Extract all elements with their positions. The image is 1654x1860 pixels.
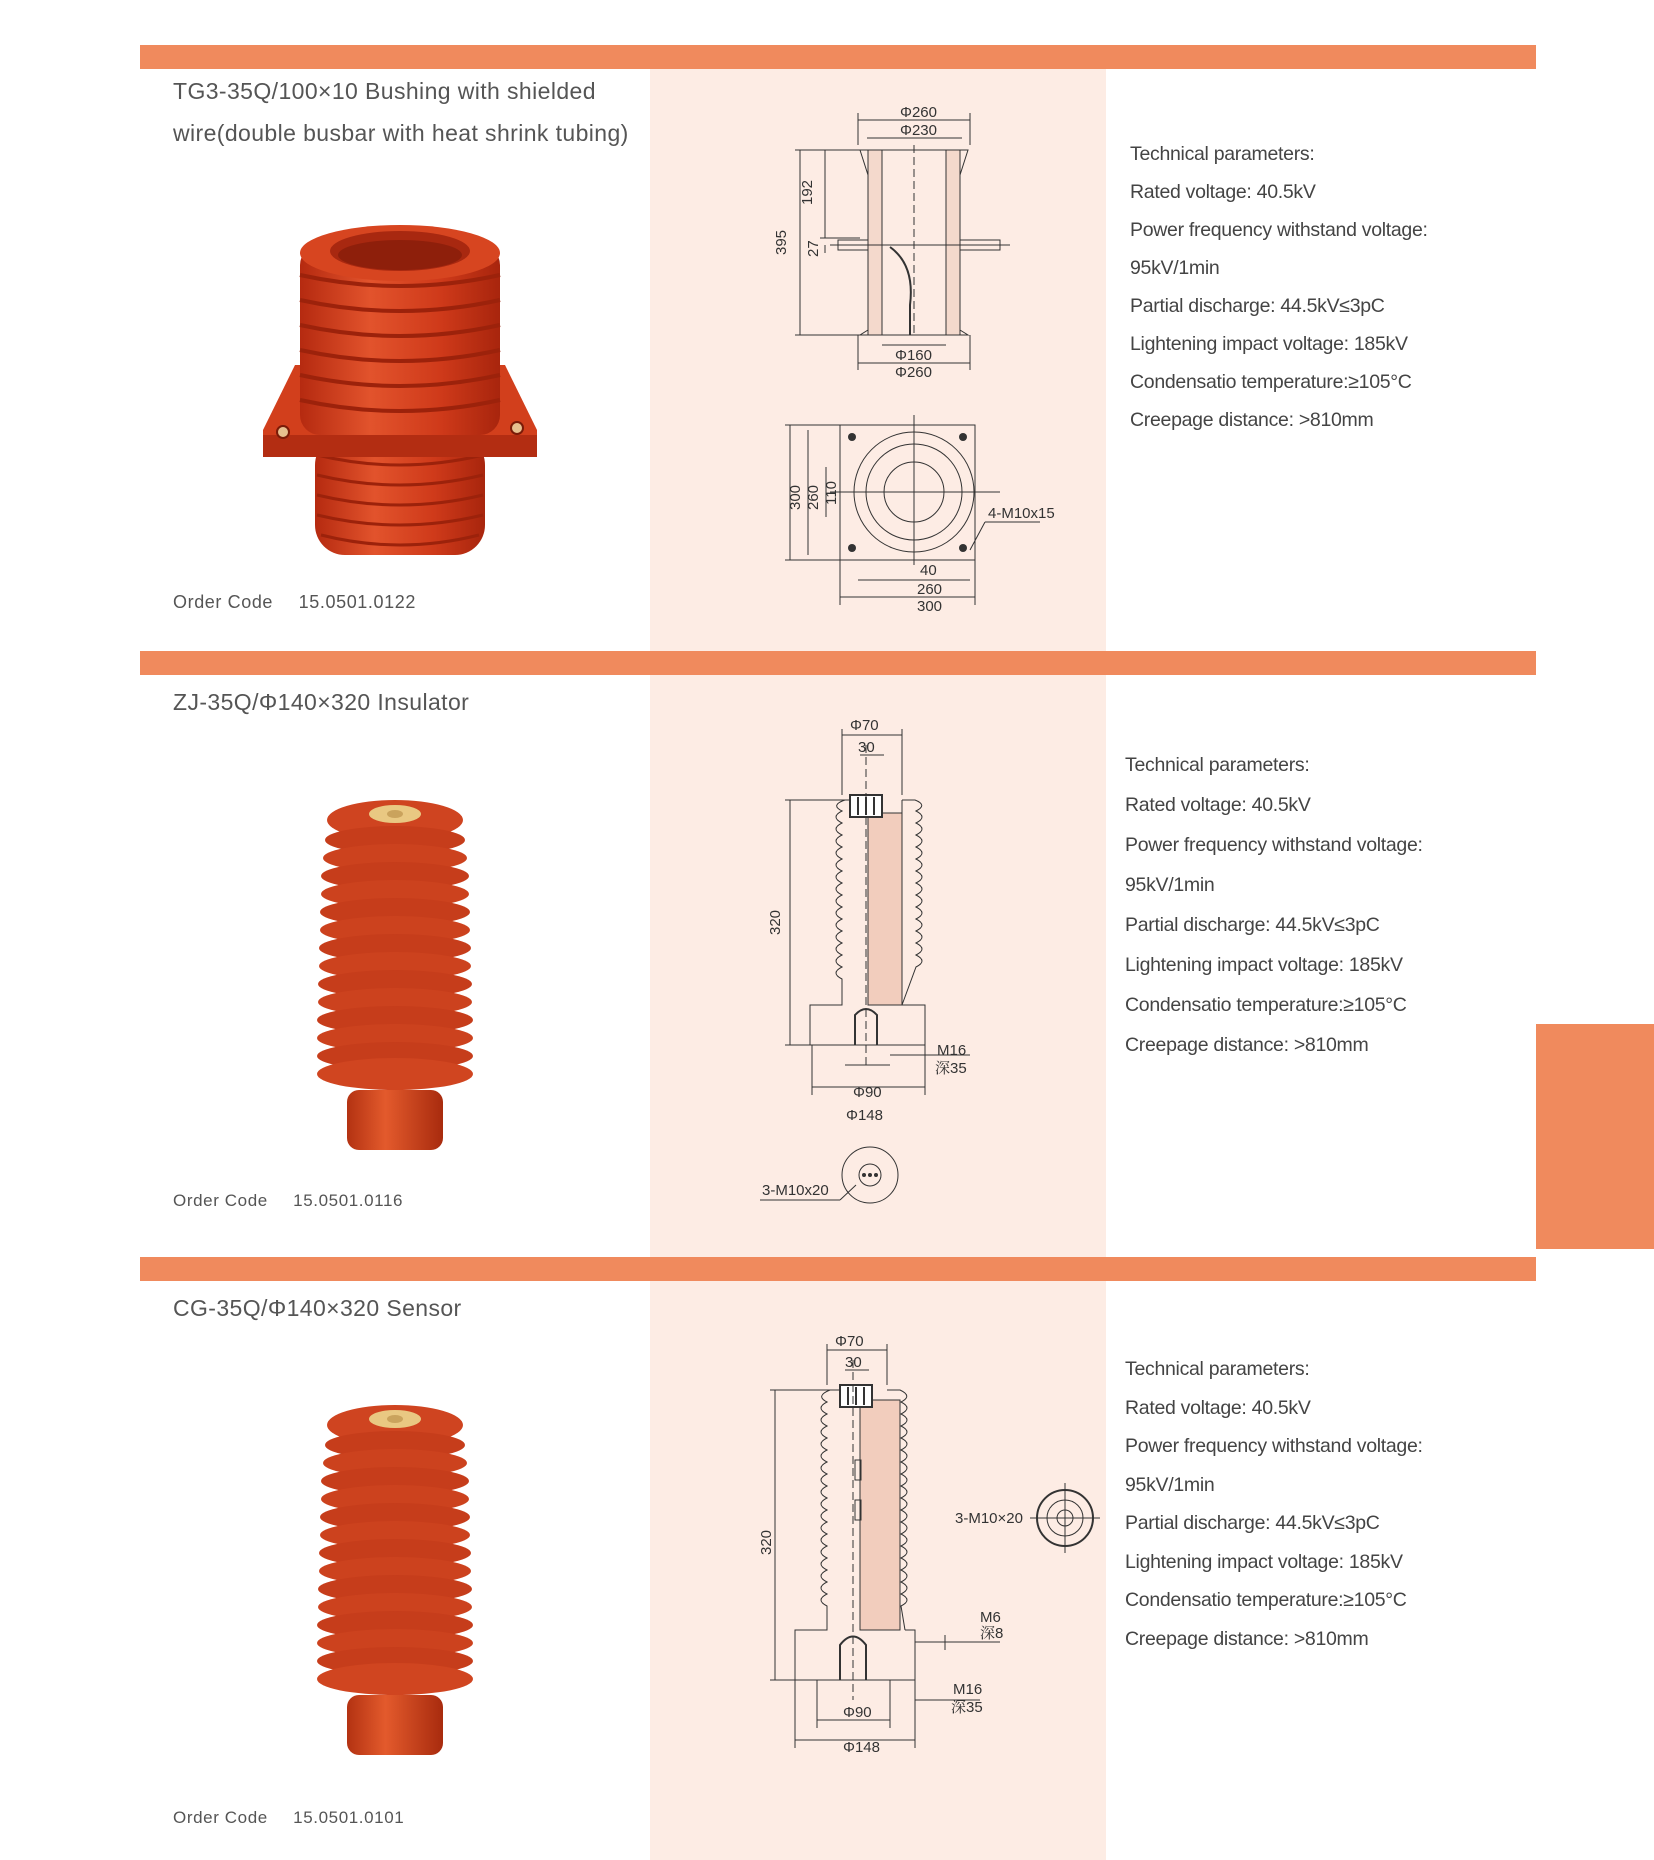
order-label: Order Code xyxy=(173,1808,268,1827)
dim-depth8: 深8 xyxy=(980,1625,1004,1642)
param-power-frequency-value: 95kV/1min xyxy=(1125,874,1215,896)
dim-260-v: 260 xyxy=(805,484,822,510)
dim-depth35: 深35 xyxy=(951,1699,983,1716)
param-power-frequency: Power frequency withstand voltage: xyxy=(1125,1435,1423,1457)
sensor-base xyxy=(347,1695,443,1755)
dim-27: 27 xyxy=(805,240,822,257)
param-rated-voltage: Rated voltage: 40.5kV xyxy=(1125,1396,1311,1419)
sensor-sheds xyxy=(317,1405,473,1695)
param-heading: Technical parameters: xyxy=(1130,143,1315,165)
order-label: Order Code xyxy=(173,1191,268,1210)
product-1-title: TG3-35Q/100×10 Bushing with shielded wire(double busbar with heat shrink tubing) xyxy=(173,78,629,146)
side-tab xyxy=(1536,1024,1654,1249)
param-condensatio-temp: Condensatio temperature:≥105°C xyxy=(1125,1589,1407,1611)
param-lightening-impact: Lightening impact voltage: 185kV xyxy=(1125,954,1403,976)
dim-depth35: 深35 xyxy=(935,1060,967,1077)
param-partial-discharge: Partial discharge: 44.5kV≤3pC xyxy=(1125,914,1380,936)
product-3-photo xyxy=(315,1405,475,1760)
param-condensatio-temp: Condensatio temperature:≥105°C xyxy=(1130,371,1412,393)
param-rated-voltage: Rated voltage: 40.5kV xyxy=(1125,794,1311,816)
param-power-frequency: Power frequency withstand voltage: xyxy=(1130,219,1428,241)
param-heading: Technical parameters: xyxy=(1125,1358,1310,1380)
product-2-params xyxy=(1125,745,1423,1065)
product-1-drawing xyxy=(770,104,1055,635)
dim-320: 320 xyxy=(758,1529,775,1555)
order-code: 15.0501.0122 xyxy=(298,592,416,612)
product-2-order-row xyxy=(173,1191,403,1211)
section-divider-1 xyxy=(140,45,1536,69)
order-code: 15.0501.0116 xyxy=(293,1191,404,1210)
section-divider-2 xyxy=(140,651,1536,675)
product-3-drawing xyxy=(755,1333,1105,1760)
dim-30: 30 xyxy=(845,1354,862,1371)
dim-395: 395 xyxy=(773,229,790,255)
dim-phi90: Φ90 xyxy=(843,1704,872,1721)
order-label: Order Code xyxy=(173,592,274,612)
dim-40: 40 xyxy=(920,562,937,579)
product-2-drawing xyxy=(750,715,1000,1215)
param-creepage: Creepage distance: >810mm xyxy=(1130,409,1374,431)
insulator-sheds xyxy=(317,800,473,1090)
param-lightening-impact: Lightening impact voltage: 185kV xyxy=(1130,333,1408,355)
dim-192: 192 xyxy=(799,179,816,205)
dim-phi230: Φ230 xyxy=(900,122,937,139)
product-3-order-row xyxy=(173,1808,404,1828)
product-1-photo xyxy=(255,225,555,570)
dim-260-h: 260 xyxy=(917,581,943,598)
param-heading: Technical parameters: xyxy=(1125,754,1310,776)
product-3-params xyxy=(1125,1350,1423,1658)
dim-3-m10x20: 3-M10×20 xyxy=(955,1510,1023,1527)
dim-110: 110 xyxy=(823,481,840,505)
product-2-title: ZJ-35Q/Φ140×320 Insulator xyxy=(173,689,470,715)
param-power-frequency: Power frequency withstand voltage: xyxy=(1125,834,1423,856)
product-3-title: CG-35Q/Φ140×320 Sensor xyxy=(173,1295,462,1321)
param-partial-discharge: Partial discharge: 44.5kV≤3pC xyxy=(1130,295,1385,317)
dim-m6: M6 xyxy=(980,1609,1001,1626)
dim-320: 320 xyxy=(767,909,784,935)
param-condensatio-temp: Condensatio temperature:≥105°C xyxy=(1125,994,1407,1016)
dim-4-m10x15: 4-M10x15 xyxy=(988,505,1055,522)
dim-phi70: Φ70 xyxy=(835,1333,864,1350)
insulator-base xyxy=(347,1090,443,1150)
product-1-order-row xyxy=(173,592,416,613)
param-lightening-impact: Lightening impact voltage: 185kV xyxy=(1125,1550,1403,1573)
dim-phi260-top: Φ260 xyxy=(900,104,937,121)
dim-300-v: 300 xyxy=(787,484,804,510)
dim-phi160: Φ160 xyxy=(895,347,932,364)
dim-phi260-bottom: Φ260 xyxy=(895,364,932,381)
product-1-params xyxy=(1130,135,1428,439)
dim-phi148: Φ148 xyxy=(843,1739,880,1756)
param-power-frequency-value: 95kV/1min xyxy=(1125,1473,1215,1496)
dim-30: 30 xyxy=(858,739,875,756)
order-code: 15.0501.0101 xyxy=(293,1808,405,1827)
param-power-frequency-value: 95kV/1min xyxy=(1130,257,1220,279)
bushing-upper-body xyxy=(300,225,500,435)
dim-phi148: Φ148 xyxy=(846,1107,883,1124)
dim-phi70: Φ70 xyxy=(850,717,879,734)
dim-m16: M16 xyxy=(953,1681,983,1698)
param-partial-discharge: Partial discharge: 44.5kV≤3pC xyxy=(1125,1512,1380,1534)
param-creepage: Creepage distance: >810mm xyxy=(1125,1034,1369,1056)
dim-3-m10x20: 3-M10x20 xyxy=(762,1182,829,1199)
dim-300-h: 300 xyxy=(917,598,943,615)
section-divider-3 xyxy=(140,1257,1536,1281)
param-creepage: Creepage distance: >810mm xyxy=(1125,1627,1369,1650)
param-rated-voltage: Rated voltage: 40.5kV xyxy=(1130,181,1316,203)
dim-m16: M16 xyxy=(937,1042,967,1059)
product-2-photo xyxy=(315,800,475,1155)
dim-phi90: Φ90 xyxy=(853,1084,882,1101)
